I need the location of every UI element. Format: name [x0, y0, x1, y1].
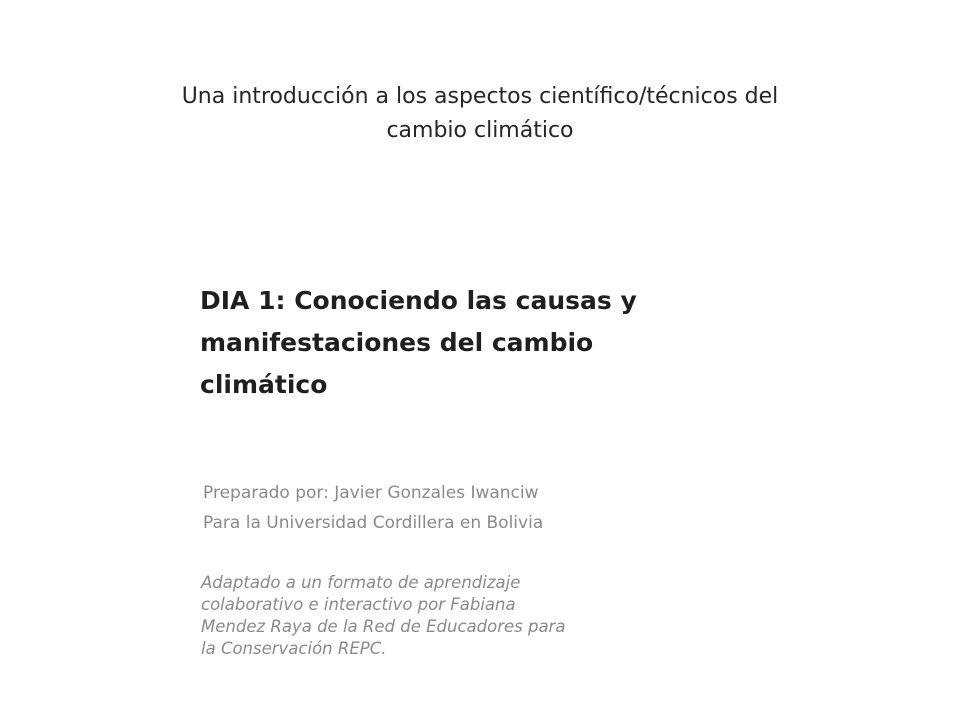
main-heading: [200, 280, 720, 406]
adaptation-line-4: la Conservación REPC.: [201, 639, 387, 658]
main-heading-line-3: climático: [200, 370, 328, 399]
main-heading-line-2: manifestaciones del cambio: [200, 328, 594, 357]
adaptation-line-2: colaborativo e interactivo por Fabiana: [201, 595, 516, 614]
adaptation-line-3: Mendez Raya de la Red de Educadores para: [201, 617, 566, 636]
slide-title-line-2: cambio climático: [386, 118, 574, 143]
slide-title-line-1: Una introducción a los aspectos científico/técnicos del: [181, 84, 779, 109]
adaptation-line-1: Adaptado a un formato de aprendizaje: [201, 573, 521, 592]
adaptation-note: [201, 572, 761, 660]
prepared-by-text: Preparado por: Javier Gonzales Iwanciw: [203, 483, 539, 503]
university-text: Para la Universidad Cordillera en Bolivia: [203, 513, 544, 533]
slide-title: [80, 80, 880, 148]
main-heading-line-1: DIA 1: Conociendo las causas y: [200, 286, 637, 315]
author-block: [203, 478, 763, 538]
